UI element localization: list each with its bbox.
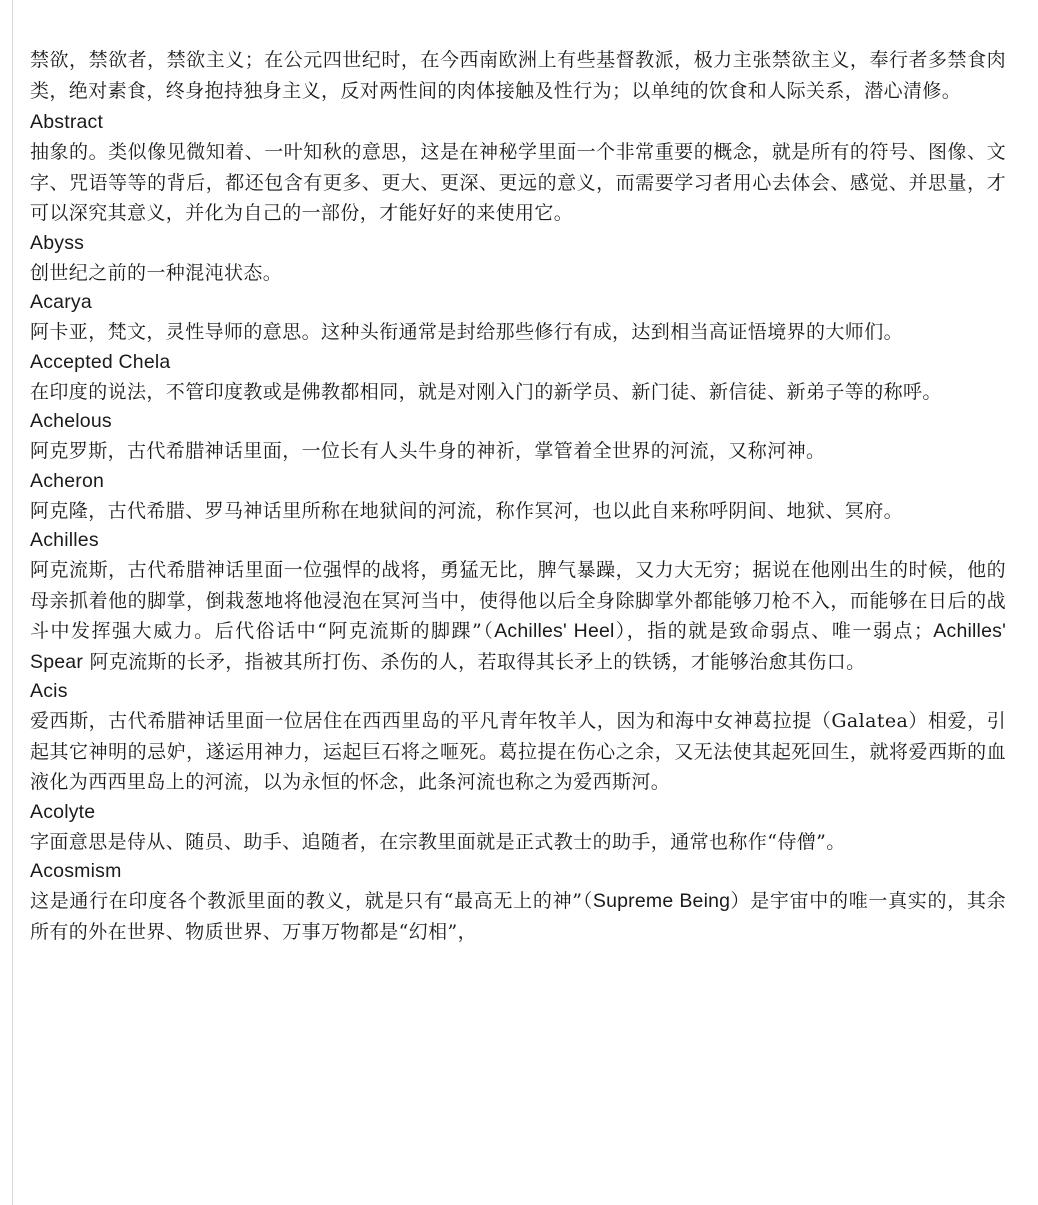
entry-definition: 在印度的说法，不管印度教或是佛教都相同，就是对刚入门的新学员、新门徒、新信徒、新弟子等的称呼。 xyxy=(30,380,942,403)
entry-definition: 阿克隆，古代希腊、罗马神话里所称在地狱间的河流，称作冥河，也以此自来称呼阴间、地狱、冥府。 xyxy=(30,499,904,522)
glossary-entry-achelous xyxy=(30,407,1006,467)
entry-definition xyxy=(30,886,1006,947)
entry-definition: 阿克罗斯，古代希腊神话里面，一位长有人头牛身的神祈，掌管着全世界的河流，又称河神。 xyxy=(30,440,826,462)
entry-term: Accepted Chela xyxy=(30,350,171,373)
entry-term: Achelous xyxy=(30,410,112,432)
entry-term: Acis xyxy=(30,680,68,702)
entry-definition: 创世纪之前的一种混沌状态。 xyxy=(30,261,283,284)
entry-definition: 抽象的。类似像见微知着、一叶知秋的意思，这是在神秘学里面一个非常重要的概念，就是所有的符号、图像、文字、咒语等等的背后，都还包含有更多、更大、更深、更远的意义，而需要学习者用心去体会、感觉、并思量，才可以深究其意义，并化为自己的一部份，才能好好的来使用它。 xyxy=(30,141,1006,224)
entry-definition-part3: 阿克流斯的长矛，指被其所打伤、杀伤的人，若取得其长矛上的铁锈，才能够治愈其伤口。 xyxy=(83,650,866,673)
entry-term: Acheron xyxy=(30,469,105,492)
entry-term: Achilles xyxy=(30,529,99,551)
entry-term: Abyss xyxy=(30,231,85,254)
glossary-entry-acolyte xyxy=(30,798,1006,858)
entry-definition-part2: ）是宇宙中的唯一真实的，其余所有的外在世界、物质世界、万事万物都是“幻相”， xyxy=(30,890,1007,943)
entry-definition: 字面意思是侍从、随员、助手、追随者，在宗教里面就是正式教士的助手，通常也称作“侍僧”。 xyxy=(30,830,846,853)
entry-definition-part2: ），指的就是致命弱点、唯一弱点； xyxy=(614,620,934,642)
glossary-entry-abstract xyxy=(30,108,1006,229)
inline-term-achilles-spear: Achilles' Spear xyxy=(30,620,1006,673)
glossary-entry-achilles xyxy=(30,526,1006,677)
glossary-entry-acarya xyxy=(30,288,1006,348)
left-margin-rule xyxy=(12,0,13,1205)
entry-definition xyxy=(30,555,1006,677)
entry-term: Acolyte xyxy=(30,800,96,823)
entry-definition: 爱西斯，古代希腊神话里面一位居住在西西里岛的平凡青年牧羊人，因为和海中女神葛拉提（Galatea）相爱，引起其它神明的忌妒，遂运用神力，运起巨石将之咂死。葛拉提在伤心之余，又无法使其起死回生，就将爱西斯的血液化为西西里岛上的河流，以为永恒的怀念，此条河流也称之为爱西斯河。 xyxy=(30,710,1006,793)
entry-term: Abstract xyxy=(30,111,104,133)
glossary-entry-acosmism xyxy=(30,857,1006,947)
glossary-entry-acheron xyxy=(30,467,1006,527)
inline-term-achilles-heel: Achilles' Heel xyxy=(494,620,615,642)
glossary-entry-abyss xyxy=(30,229,1006,289)
entry-definition-part1: 这是通行在印度各个教派里面的教义，就是只有“最高无上的神”（ xyxy=(30,890,593,912)
entry-definition-part1: 阿克流斯，古代希腊神话里面一位强悍的战将，勇猛无比，脾气暴躁，又力大无穷；据说在他刚出生的时候，他的母亲抓着他的脚掌，倒栽葱地将他浸泡在冥河当中，使得他以后全身除脚掌外都能够刀枪不入，而能够在日后的战斗中发挥强大威力。后代俗话中“阿克流斯的脚踝”（ xyxy=(30,559,1006,642)
lead-paragraph: 禁欲，禁欲者，禁欲主义；在公元四世纪时，在今西南欧洲上有些基督教派，极力主张禁欲主义，奉行者多禁食肉类，绝对素食，终身抱持独身主义，反对两性间的肉体接触及性行为；以单纯的饮食和人际关系，潜心清修。 xyxy=(30,49,1006,102)
entry-term: Acosmism xyxy=(30,860,122,882)
inline-term-supreme-being: Supreme Being xyxy=(592,890,731,912)
glossary-entry-acis xyxy=(30,677,1006,798)
entry-definition: 阿卡亚，梵文，灵性导师的意思。这种头衔通常是封给那些修行有成，达到相当高证悟境界的大师们。 xyxy=(30,321,904,343)
entry-term: Acarya xyxy=(30,291,92,313)
glossary-entry-accepted-chela xyxy=(30,348,1006,408)
